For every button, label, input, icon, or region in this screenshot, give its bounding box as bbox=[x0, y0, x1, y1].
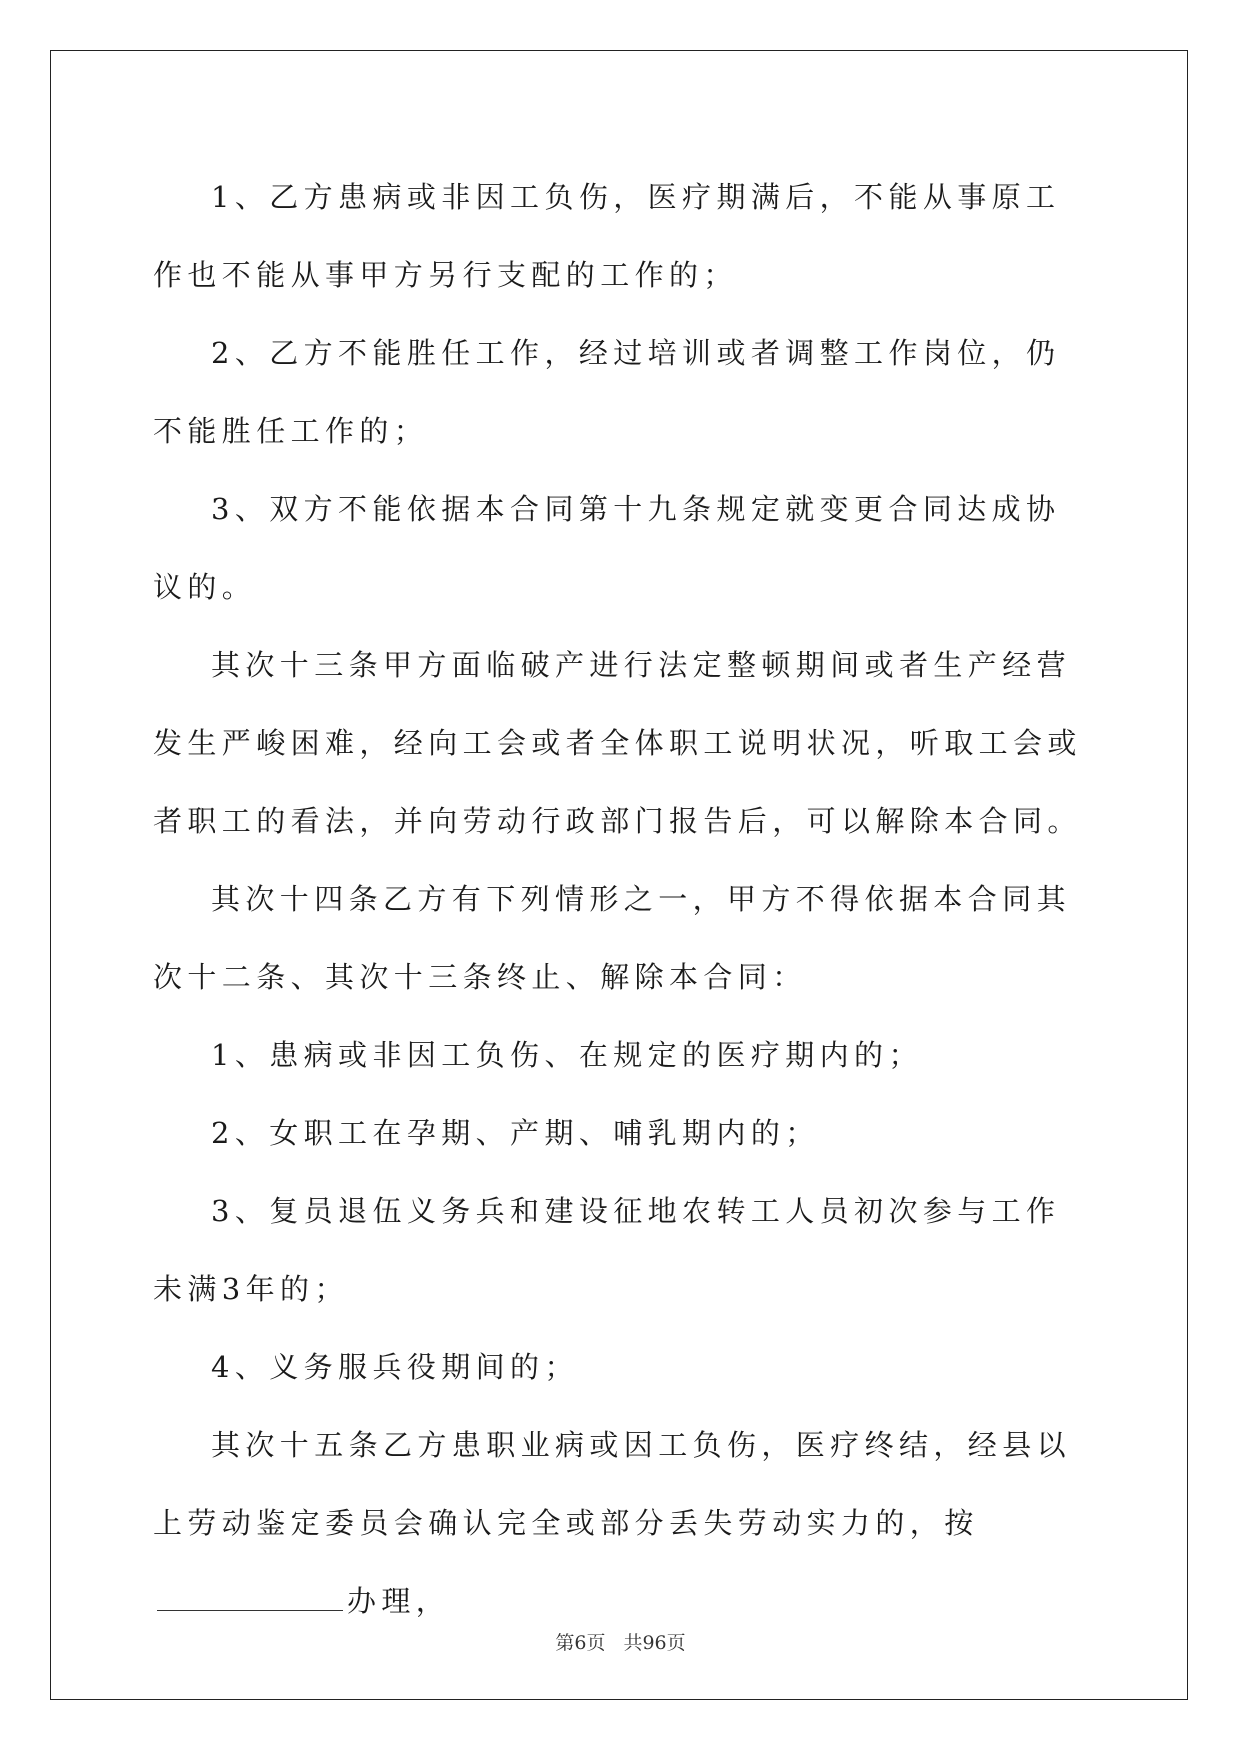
paragraph-item-2: 2、女职工在孕期、产期、哺乳期内的； bbox=[211, 1116, 820, 1150]
page-footer bbox=[0, 1628, 1241, 1655]
page-total: 共96页 bbox=[623, 1632, 686, 1654]
paragraph-clause-2: 2、乙方不能胜任工作，经过培训或者调整工作岗位，仍不能胜任工作的； bbox=[153, 336, 1061, 448]
article-25-text-end: 办理， bbox=[347, 1584, 451, 1618]
paragraph-article-24: 其次十四条乙方有下列情形之一，甲方不得依据本合同其次十二条、其次十三条终止、解除本合同： bbox=[153, 882, 1072, 994]
document-body bbox=[153, 158, 1093, 1640]
paragraph-clause-1: 1、乙方患病或非因工负伤，医疗期满后，不能从事原工作也不能从事甲方另行支配的工作的； bbox=[153, 180, 1061, 292]
page-number: 第6页 bbox=[555, 1632, 606, 1654]
paragraph-item-1: 1、患病或非因工负伤、在规定的医疗期内的； bbox=[211, 1038, 923, 1072]
article-25-text: 其次十五条乙方患职业病或因工负伤，医疗终结，经县以上劳动鉴定委员会确认完全或部分丢失劳动实力的，按 bbox=[153, 1428, 1072, 1540]
paragraph-item-4: 4、义务服兵役期间的； bbox=[211, 1350, 579, 1384]
paragraph-article-25 bbox=[153, 1406, 1093, 1640]
fill-in-blank[interactable] bbox=[157, 1584, 343, 1611]
paragraph-clause-3: 3、双方不能依据本合同第十九条规定就变更合同达成协议的。 bbox=[153, 492, 1061, 604]
paragraph-article-23: 其次十三条甲方面临破产进行法定整顿期间或者生产经营发生严峻困难，经向工会或者全体职工说明状况，听取工会或者职工的看法，并向劳动行政部门报告后，可以解除本合同。 bbox=[153, 648, 1082, 838]
paragraph-item-3: 3、复员退伍义务兵和建设征地农转工人员初次参与工作未满3年的； bbox=[153, 1194, 1061, 1306]
